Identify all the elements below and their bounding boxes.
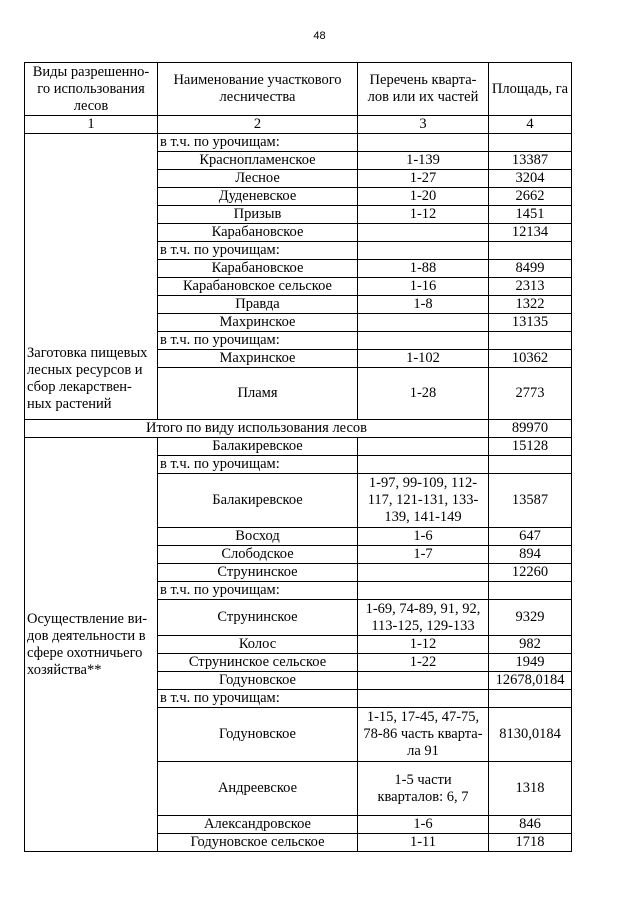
forestry-name: Годуновское сельское xyxy=(158,834,358,852)
quarters xyxy=(358,564,489,582)
use-type-cell: Заготовка пищевых лесных ресурсов и сбор лекарствен-ных растений xyxy=(25,134,158,420)
quarters xyxy=(358,314,489,332)
area xyxy=(489,242,572,260)
forest-use-table xyxy=(24,62,572,852)
area: 12134 xyxy=(489,224,572,242)
forestry-name: Годуновское xyxy=(158,672,358,690)
area xyxy=(489,690,572,708)
forestry-name: Струнинское xyxy=(158,564,358,582)
area: 1318 xyxy=(489,762,572,816)
forestry-name: Карабановское xyxy=(158,260,358,278)
forestry-name: в т.ч. по урочищам: xyxy=(158,456,358,474)
quarters xyxy=(358,582,489,600)
forestry-name: Александровское xyxy=(158,816,358,834)
forestry-name: Правда xyxy=(158,296,358,314)
quarters: 1-12 xyxy=(358,636,489,654)
header-area: Площадь, га xyxy=(489,63,572,116)
area: 1718 xyxy=(489,834,572,852)
area: 1322 xyxy=(489,296,572,314)
forestry-name: Восход xyxy=(158,528,358,546)
forestry-name: Махринское xyxy=(158,314,358,332)
area: 982 xyxy=(489,636,572,654)
quarters xyxy=(358,242,489,260)
forestry-name: Карабановское сельское xyxy=(158,278,358,296)
area: 13587 xyxy=(489,474,572,528)
total-value: 89970 xyxy=(489,420,572,438)
quarters: 1-15, 17-45, 47-75, 78-86 часть кварта-ла 91 xyxy=(358,708,489,762)
quarters: 1-7 xyxy=(358,546,489,564)
column-number-row xyxy=(25,116,572,134)
area: 10362 xyxy=(489,350,572,368)
forestry-name: Андреевское xyxy=(158,762,358,816)
forestry-name: в т.ч. по урочищам: xyxy=(158,134,358,152)
col-number-1: 1 xyxy=(25,116,158,134)
area xyxy=(489,332,572,350)
area: 13135 xyxy=(489,314,572,332)
forestry-name: в т.ч. по урочищам: xyxy=(158,582,358,600)
forestry-name: Пламя xyxy=(158,368,358,420)
area: 647 xyxy=(489,528,572,546)
forestry-name: Слободское xyxy=(158,546,358,564)
area: 15128 xyxy=(489,438,572,456)
total-label: Итого по виду использования лесов xyxy=(25,420,489,438)
area xyxy=(489,582,572,600)
area xyxy=(489,134,572,152)
forestry-name: Махринское xyxy=(158,350,358,368)
quarters: 1-22 xyxy=(358,654,489,672)
forestry-name: Балакиревское xyxy=(158,474,358,528)
quarters: 1-16 xyxy=(358,278,489,296)
area: 2662 xyxy=(489,188,572,206)
forestry-name: Струнинское xyxy=(158,600,358,636)
col-number-3: 3 xyxy=(358,116,489,134)
forestry-name: Годуновское xyxy=(158,708,358,762)
quarters xyxy=(358,332,489,350)
area: 8130,0184 xyxy=(489,708,572,762)
header-quarters: Перечень кварта-лов или их частей xyxy=(358,63,489,116)
col-number-4: 4 xyxy=(489,116,572,134)
header-row xyxy=(25,63,572,116)
quarters xyxy=(358,456,489,474)
quarters xyxy=(358,224,489,242)
header-forestry-name: Наименование участкового лесничества xyxy=(158,63,358,116)
col-number-2: 2 xyxy=(158,116,358,134)
total-row xyxy=(25,420,572,438)
forestry-name: в т.ч. по урочищам: xyxy=(158,690,358,708)
forestry-name: Лесное xyxy=(158,170,358,188)
quarters: 1-6 xyxy=(358,528,489,546)
forestry-name: в т.ч. по урочищам: xyxy=(158,332,358,350)
quarters: 1-5 части кварталов: 6, 7 xyxy=(358,762,489,816)
area: 8499 xyxy=(489,260,572,278)
quarters: 1-27 xyxy=(358,170,489,188)
area: 3204 xyxy=(489,170,572,188)
use-type-cell: Осуществление ви-дов деятельности в сфере охотничьего хозяйства** xyxy=(25,438,158,852)
area: 12260 xyxy=(489,564,572,582)
area: 9329 xyxy=(489,600,572,636)
quarters xyxy=(358,690,489,708)
quarters: 1-11 xyxy=(358,834,489,852)
quarters: 1-88 xyxy=(358,260,489,278)
area: 2313 xyxy=(489,278,572,296)
quarters: 1-12 xyxy=(358,206,489,224)
forestry-name: Балакиревское xyxy=(158,438,358,456)
quarters xyxy=(358,672,489,690)
area: 1451 xyxy=(489,206,572,224)
quarters: 1-6 xyxy=(358,816,489,834)
area: 894 xyxy=(489,546,572,564)
quarters xyxy=(358,438,489,456)
page-number: 48 xyxy=(313,30,326,42)
quarters: 1-8 xyxy=(358,296,489,314)
table-row xyxy=(25,438,572,456)
area: 846 xyxy=(489,816,572,834)
forestry-name: в т.ч. по урочищам: xyxy=(158,242,358,260)
quarters: 1-139 xyxy=(358,152,489,170)
quarters xyxy=(358,134,489,152)
forestry-name: Призыв xyxy=(158,206,358,224)
area: 13387 xyxy=(489,152,572,170)
quarters: 1-69, 74-89, 91, 92, 113-125, 129-133 xyxy=(358,600,489,636)
forestry-name: Карабановское xyxy=(158,224,358,242)
quarters: 1-97, 99-109, 112-117, 121-131, 133-139, 141-149 xyxy=(358,474,489,528)
forestry-name: Струнинское сельское xyxy=(158,654,358,672)
area xyxy=(489,456,572,474)
forestry-name: Дуденевское xyxy=(158,188,358,206)
quarters: 1-102 xyxy=(358,350,489,368)
forestry-name: Краснопламенское xyxy=(158,152,358,170)
quarters: 1-28 xyxy=(358,368,489,420)
quarters: 1-20 xyxy=(358,188,489,206)
area: 12678,0184 xyxy=(489,672,572,690)
header-use-type: Виды разрешенно-го использования лесов xyxy=(25,63,158,116)
forestry-name: Колос xyxy=(158,636,358,654)
table-row xyxy=(25,134,572,152)
area: 1949 xyxy=(489,654,572,672)
area: 2773 xyxy=(489,368,572,420)
